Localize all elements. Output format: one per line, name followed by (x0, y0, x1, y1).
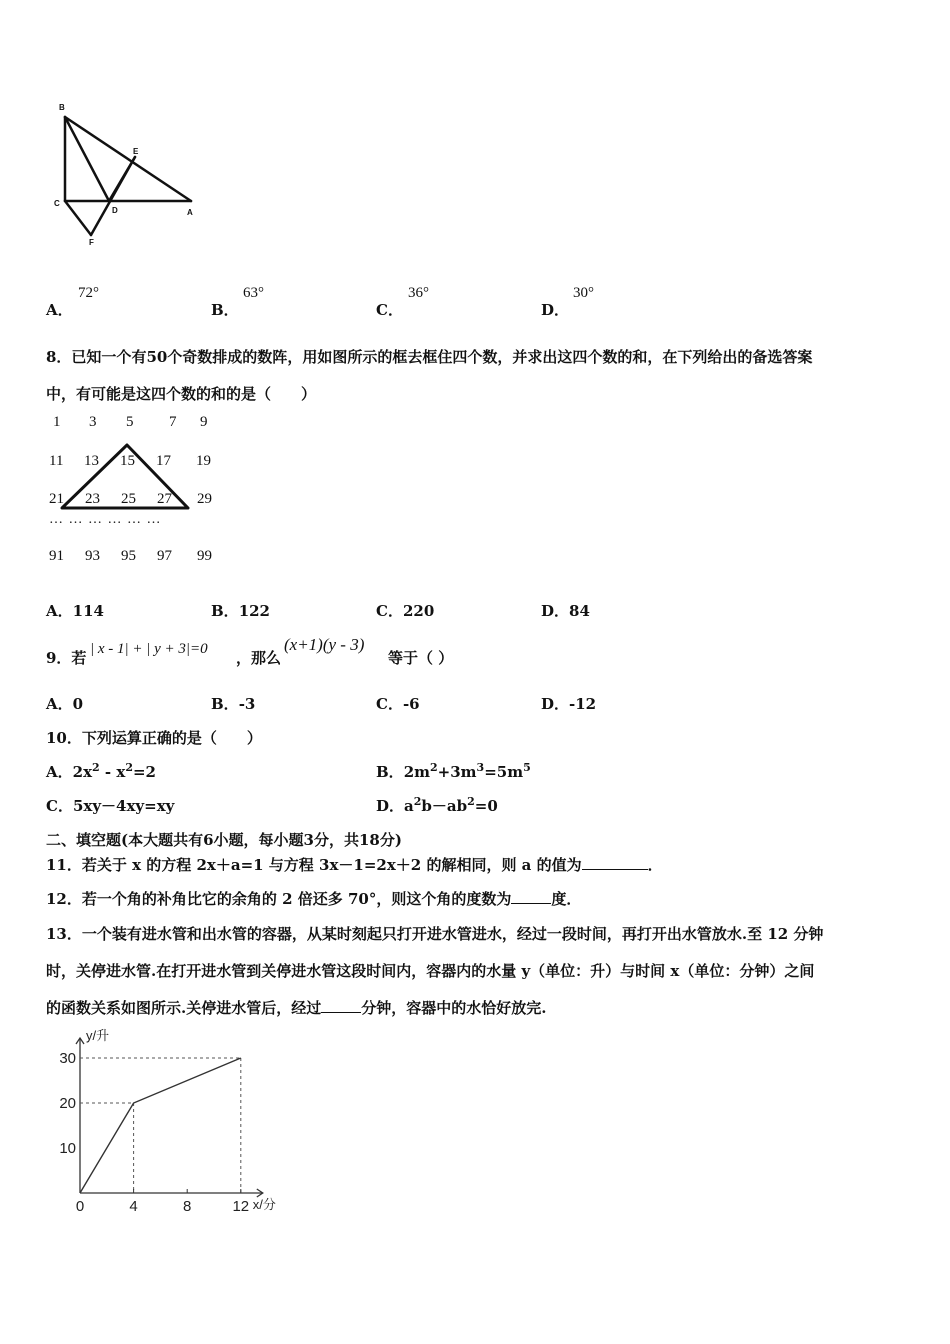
grid-cell: 5 (126, 414, 134, 430)
grid-cell: 3 (89, 414, 97, 430)
segment-ba (65, 117, 191, 201)
grid-cell: 29 (197, 491, 212, 507)
q8-option-c: C．220 (376, 602, 435, 620)
q11-answer-blank[interactable] (582, 855, 648, 870)
section-heading: 二、填空题(本大题共有6小题，每小题3分，共18分) (46, 831, 402, 849)
q13-line1: 13．一个装有进水管和出水管的容器，从某时刻起只打开进水管进水，经过一段时间，再打开出水管放水.至 12 分钟 (46, 925, 824, 943)
q10-stem: 10．下列运算正确的是（ ） (46, 729, 262, 747)
grid-cell: 7 (169, 414, 177, 430)
label-e: E (133, 147, 139, 156)
q7-option-b-value: 63° (243, 285, 264, 301)
y-tick-label: 30 (59, 1050, 76, 1067)
grid-cell: 93 (85, 548, 100, 564)
grid-cell: 21 (49, 491, 64, 507)
q9-option-c: C．-6 (376, 695, 420, 713)
q9-option-d: D．-12 (541, 695, 597, 713)
q9-option-a: A．0 (46, 695, 84, 713)
q9-option-b: B．-3 (211, 695, 256, 713)
grid-ellipsis: … … … … … … (49, 512, 162, 527)
q9-condition: | x - 1| + | y + 3|=0 (90, 641, 208, 657)
q9-suffix: 等于（ ） (388, 649, 454, 667)
q8-option-d: D．84 (541, 602, 590, 620)
q9-prefix: 9．若 (46, 649, 87, 667)
series-line (80, 1058, 241, 1193)
water-volume-chart (40, 1025, 300, 1225)
q9-middle: ，那么 (236, 649, 282, 667)
q8-stem-line2: 中，有可能是这四个数的和的是（ ） (46, 385, 317, 403)
x-tick-label: 12 (232, 1198, 250, 1215)
q13-line3: 的函数关系如图所示.关停进水管后，经过 分钟，容器中的水恰好放完. (46, 999, 547, 1017)
q13-line2: 时，关停进水管.在打开进水管到关停进水管这段时间内，容器内的水量 y（单位：升）与时间 x（单位：分钟）之间 (46, 962, 815, 980)
label-a: A (187, 208, 193, 217)
segment-fe (91, 157, 135, 235)
grid-cell: 27 (157, 491, 172, 507)
grid-cell: 25 (121, 491, 136, 507)
q8-stem-line1: 8．已知一个有50个奇数排成的数阵，用如图所示的框去框住四个数，并求出这四个数的和，在下列给出的备选答案 (46, 348, 813, 366)
q10-option-d: D．$a^2b-ab^2=0$ (376, 795, 498, 815)
q7-option-c-value: 36° (408, 285, 429, 301)
grid-cell: 9 (200, 414, 208, 430)
grid-cell: 95 (121, 548, 136, 564)
grid-cell: 91 (49, 548, 64, 564)
q13-answer-blank[interactable] (321, 998, 361, 1013)
label-d: D (112, 206, 118, 215)
grid-cell: 17 (156, 453, 171, 469)
x-axis-label: x/分 (252, 1197, 276, 1212)
y-tick-label: 10 (59, 1140, 76, 1157)
q11: 11．若关于 x 的方程 2x＋a=1 与方程 3x－1=2x＋2 的解相同，则 a 的值为 ． (46, 856, 663, 874)
label-b: B (59, 103, 65, 112)
q10-option-c: C．5xy－4xy=xy (46, 797, 175, 815)
q12: 12．若一个角的补角比它的余角的 2 倍还多 70°，则这个角的度数为 度． (46, 890, 582, 908)
q10-option-a: A．$2x^2 - x^2=2$ (46, 761, 156, 781)
q7-option-d-value: 30° (573, 285, 594, 301)
q8-option-a: A．114 (46, 602, 104, 620)
q9-expression: (x+1)(y - 3) (284, 635, 365, 654)
q12-answer-blank[interactable] (511, 889, 551, 904)
grid-cell: 99 (197, 548, 212, 564)
triangle-figure (45, 95, 215, 255)
grid-cell: 97 (157, 548, 172, 564)
x-tick-label: 0 (75, 1198, 85, 1215)
grid-cell: 13 (84, 453, 99, 469)
triangle-frame (40, 435, 210, 520)
q7-option-a-value: 72° (78, 285, 99, 301)
grid-cell: 11 (49, 453, 64, 469)
label-f: F (89, 238, 94, 247)
q7-option-b-letter: B． (211, 301, 239, 319)
grid-cell: 19 (196, 453, 211, 469)
q7-option-a-letter: A． (46, 301, 73, 319)
y-axis-label: y/升 (86, 1028, 110, 1043)
segment-bd (65, 117, 109, 201)
q10-option-b: B．$2m^2+3m^3=5m^5$ (376, 761, 531, 781)
y-tick-label: 20 (59, 1095, 76, 1112)
grid-cell: 15 (120, 453, 135, 469)
grid-cell: 1 (53, 414, 61, 430)
q7-option-d-letter: D． (541, 301, 570, 319)
q7-option-c-letter: C． (376, 301, 403, 319)
x-tick-label: 4 (129, 1198, 138, 1215)
x-tick-label: 8 (183, 1198, 192, 1215)
grid-cell: 23 (85, 491, 100, 507)
segment-cf (65, 201, 91, 235)
label-c: C (54, 199, 60, 208)
q8-option-b: B．122 (211, 602, 270, 620)
